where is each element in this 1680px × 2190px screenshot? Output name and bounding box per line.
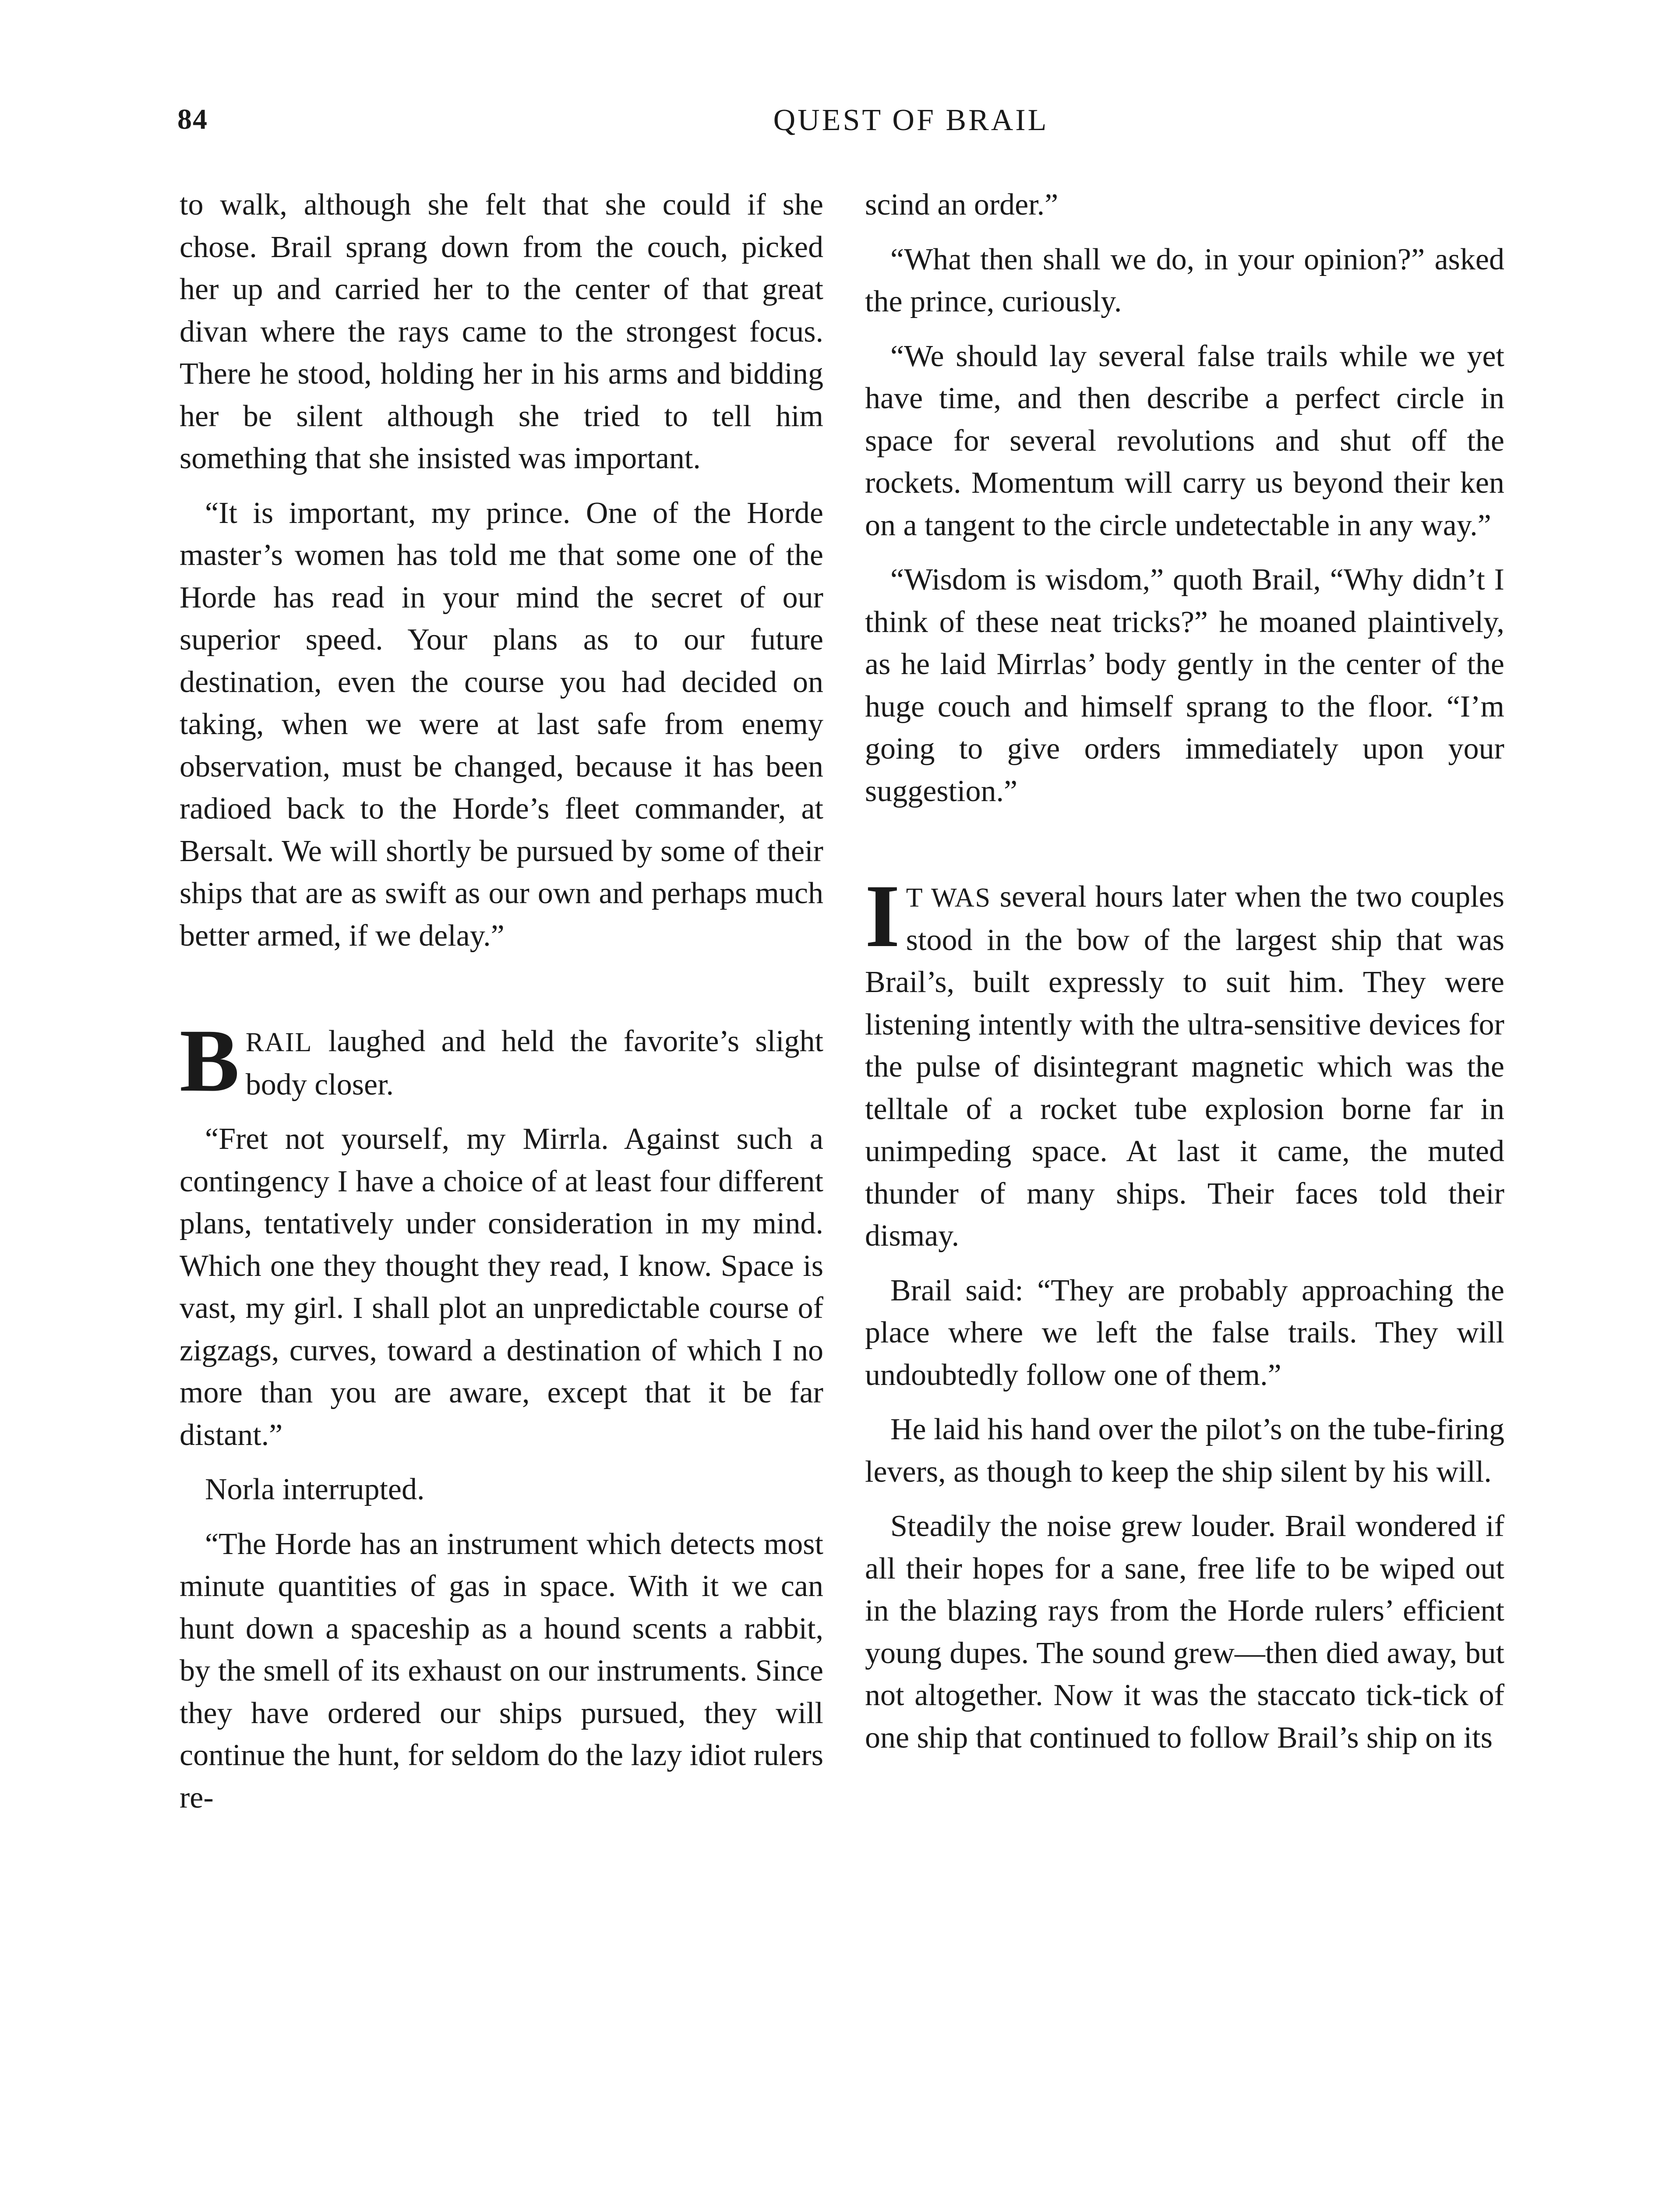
drop-cap: B <box>180 1011 240 1110</box>
paragraph: “The Horde has an instrument which detects most minute quantities of gas in space. With it we can hunt down a spaceship as a hound scents a rabbit, by the smell of its exhaust on our instruments. Since they have ordered our ships pursued, they will continue the hunt, for seldom do the lazy idiot rulers re- <box>180 1527 823 1815</box>
paragraph: to walk, although she felt that she could if she chose. Brail sprang down from the couch, picked her up and carried her to the center of that great divan where the rays came to the strongest focus. There he stood, holding her in his arms and bidding her be silent although she tried to tell him something that she insisted was important. <box>180 188 823 475</box>
left-column <box>180 184 823 1831</box>
small-caps-lead: T WAS <box>906 883 992 913</box>
small-caps-lead: RAIL <box>245 1028 313 1057</box>
paragraph: “We should lay several false trails while we yet have time, and then describe a perfect circle in space for several revolutions and shut off the rockets. Momentum will carry us beyond their ken on a tangent to the circle undetectable in any way.” <box>865 339 1504 542</box>
paragraph-text: several hours later when the two couples stood in the bow of the largest ship that was Brail’s, built expressly to suit him. They were listening intently with the ultra-sensitive devices for the pulse of disintegrant magnetic which was the telltale of a rocket tube explosion borne far in unimpeding space. At last it came, the muted thunder of many ships. Their faces told their dismay. <box>865 880 1504 1253</box>
paragraph: “It is important, my prince. One of the Horde master’s women has told me that some one of the Horde has read in your mind the secret of our superior speed. Your plans as to our future destination, even the course you had decided on taking, when we were at last safe from enemy observation, must be changed, because it has been radioed back to the Horde’s fleet commander, at Bersalt. We will shortly be pursued by some of their ships that are as swift as our own and perhaps much better armed, if we delay.” <box>180 496 823 953</box>
dropcap-paragraph <box>180 1011 823 1110</box>
paragraph: Brail said: “They are probably approaching the place where we left the false trails. They will undoubtedly follow one of them.” <box>865 1273 1504 1392</box>
page-header <box>177 103 1645 155</box>
paragraph: He laid his hand over the pilot’s on the tube-firing levers, as though to keep the ship silent by his will. <box>865 1413 1504 1489</box>
paragraph-text: laughed and held the favorite’s slight body closer. <box>245 1024 823 1102</box>
paragraph: Norla interrupted. <box>205 1473 425 1506</box>
paragraph: “Fret not yourself, my Mirrla. Against such a contingency I have a choice of at least four different plans, tentatively under consideration in my mind. Which one they thought they read, I know. Space is vast, my girl. I shall plot an unpredictable course of zigzags, curves, toward a destination of which I no more than you are aware, except that it be far distant.” <box>180 1122 823 1452</box>
page-number: 84 <box>177 103 208 135</box>
drop-cap: I <box>865 866 900 966</box>
running-title: QUEST OF BRAIL <box>773 103 1049 137</box>
paragraph: “What then shall we do, in your opinion?” asked the prince, curiously. <box>865 242 1504 318</box>
paragraph: scind an order.” <box>865 188 1059 222</box>
paragraph: Steadily the noise grew louder. Brail wondered if all their hopes for a sane, free life to be wiped out in the blazing rays from the Horde rulers’ efficient young dupes. The sound grew—then died away, but not altogether. Now it was the staccato tick-tick of one ship that continued to follow Brail’s ship on its <box>865 1509 1504 1755</box>
dropcap-paragraph <box>865 866 1504 1257</box>
right-column <box>865 184 1504 1771</box>
paragraph: “Wisdom is wisdom,” quoth Brail, “Why didn’t I think of these neat tricks?” he moaned plaintively, as he laid Mirrlas’ body gently in the center of the huge couch and himself sprang to the floor. “I’m going to give orders immediately upon your suggestion.” <box>865 563 1504 808</box>
